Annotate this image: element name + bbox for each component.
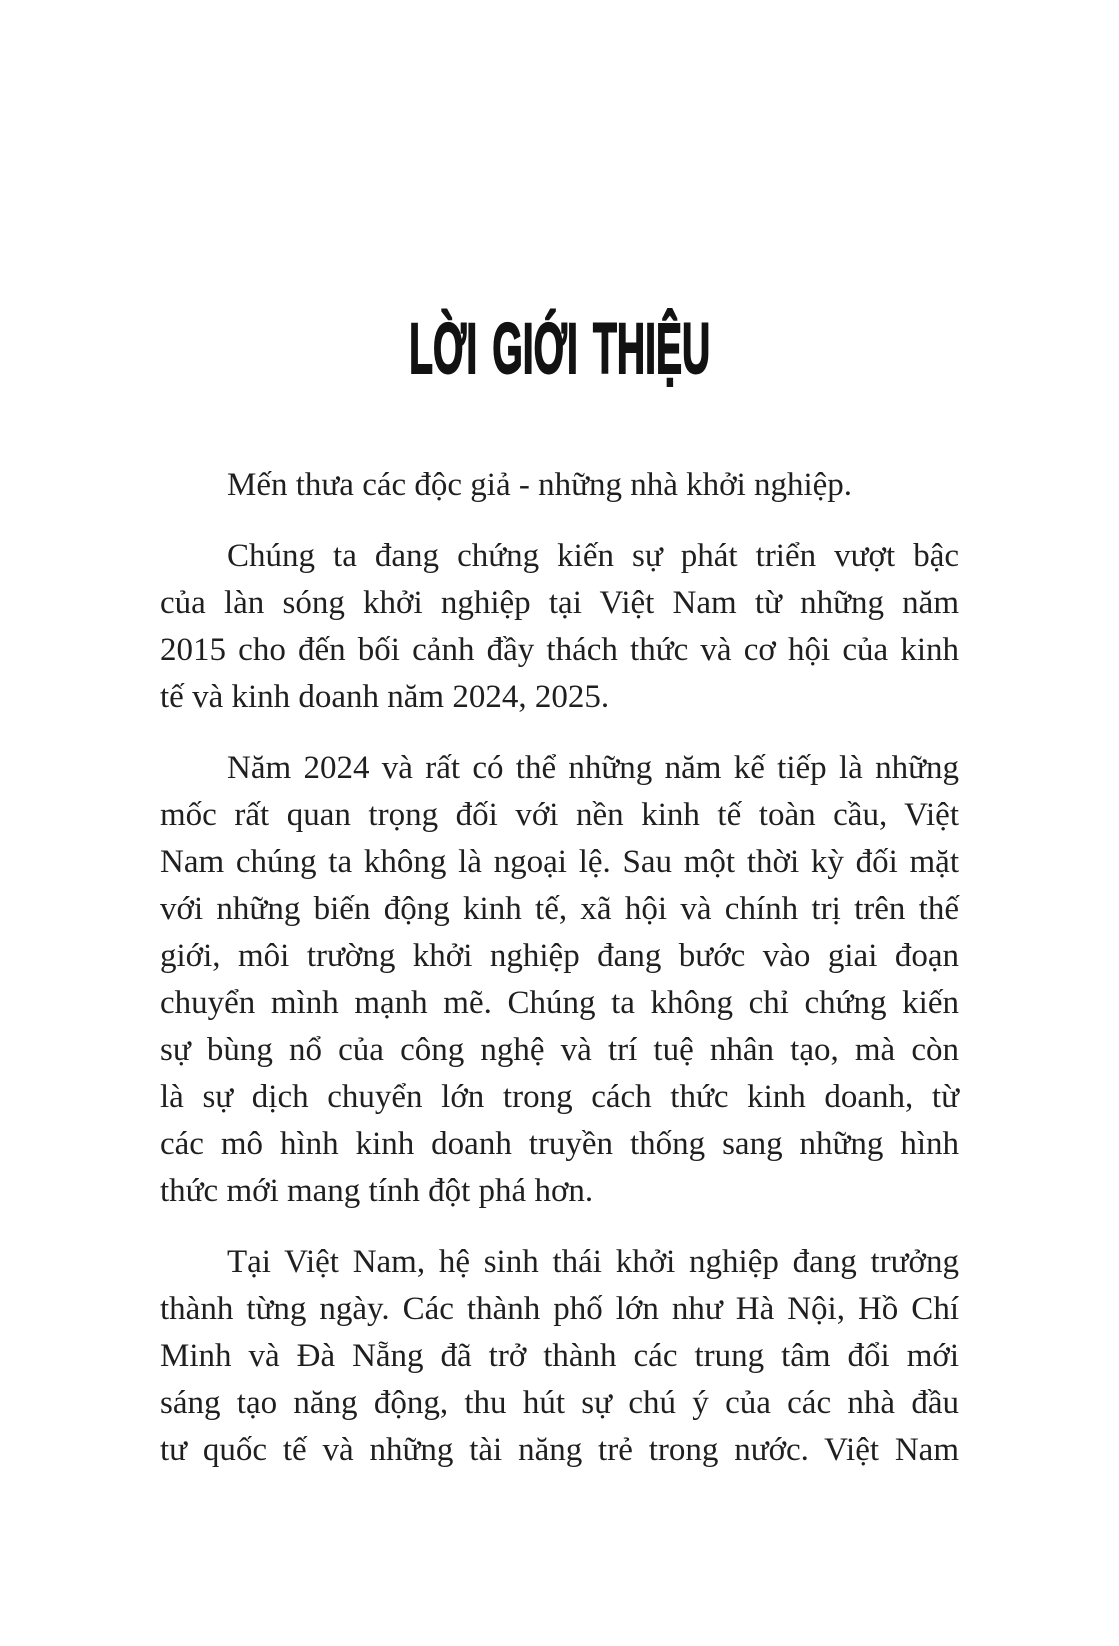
text-line: tư quốc tế và những tài năng trẻ trong nước. Việt Nam	[160, 1432, 959, 1468]
paragraph	[160, 1239, 959, 1474]
text-line: mốc rất quan trọng đối với nền kinh tế toàn cầu, Việt	[160, 797, 959, 833]
text-line: 2015 cho đến bối cảnh đầy thách thức và cơ hội của kinh	[160, 632, 959, 668]
text-line: tế và kinh doanh năm 2024, 2025.	[160, 679, 610, 715]
text-line: sự bùng nổ của công nghệ và trí tuệ nhân tạo, mà còn	[160, 1032, 959, 1068]
paragraph	[160, 533, 959, 721]
text-line: các mô hình kinh doanh truyền thống sang những hình	[160, 1126, 959, 1162]
text-line: Tại Việt Nam, hệ sinh thái khởi nghiệp đang trưởng	[227, 1244, 959, 1280]
page-title	[0, 310, 1119, 389]
text-line: chuyển mình mạnh mẽ. Chúng ta không chỉ chứng kiến	[160, 985, 959, 1021]
text-line: thành từng ngày. Các thành phố lớn như Hà Nội, Hồ Chí	[160, 1291, 959, 1327]
text-line: Minh và Đà Nẵng đã trở thành các trung tâm đổi mới	[160, 1338, 959, 1374]
body-text	[160, 462, 959, 1474]
paragraph	[160, 462, 959, 509]
text-line: Mến thưa các độc giả - những nhà khởi nghiệp.	[227, 467, 853, 503]
text-line: Nam chúng ta không là ngoại lệ. Sau một thời kỳ đối mặt	[160, 844, 959, 880]
text-line: Năm 2024 và rất có thể những năm kế tiếp là những	[227, 750, 959, 786]
text-line: giới, môi trường khởi nghiệp đang bước vào giai đoạn	[160, 938, 959, 974]
text-line: của làn sóng khởi nghiệp tại Việt Nam từ những năm	[160, 585, 959, 621]
paragraph	[160, 745, 959, 1215]
text-line: sáng tạo năng động, thu hút sự chú ý của các nhà đầu	[160, 1385, 959, 1421]
title-block	[0, 0, 1119, 389]
text-line: với những biến động kinh tế, xã hội và chính trị trên thế	[160, 891, 959, 927]
text-line: là sự dịch chuyển lớn trong cách thức kinh doanh, từ	[160, 1079, 959, 1115]
text-line: thức mới mang tính đột phá hơn.	[160, 1173, 594, 1209]
text-line: Chúng ta đang chứng kiến sự phát triển vượt bậc	[227, 538, 959, 574]
page-title-text: LỜI GIỚI THIỆU	[408, 310, 711, 389]
